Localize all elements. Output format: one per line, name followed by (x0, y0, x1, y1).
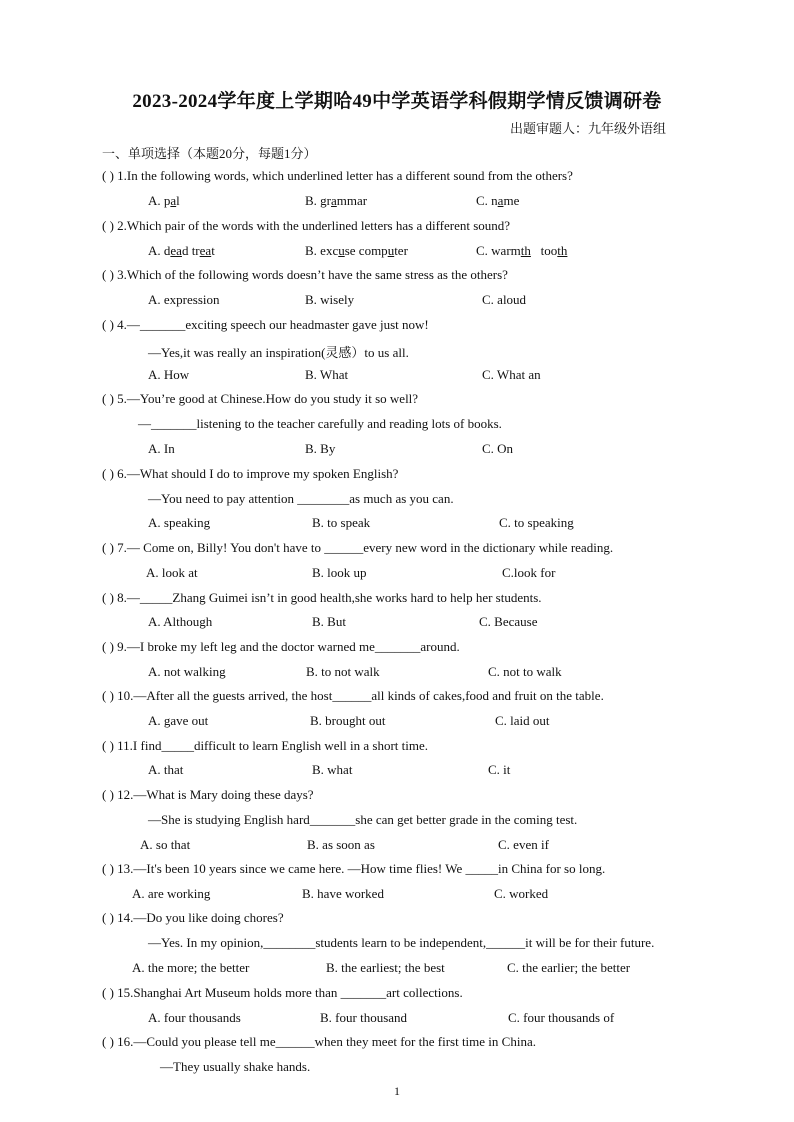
author-line: 出题审题人：九年级外语组 (509, 121, 666, 136)
q12-option-c: C. even if (498, 837, 549, 852)
section-heading: 一、单项选择（本题20分，每题1分） (102, 146, 317, 161)
q7-option-b: B. look up (312, 565, 367, 580)
q12-option-b: B. as soon as (307, 837, 375, 852)
q5-option-c: C. On (482, 441, 514, 456)
question-3-stem: ( ) 3.Which of the following words doesn’t have the same stress as the others? (102, 267, 508, 282)
q9-option-b: B. to not walk (306, 664, 380, 679)
q7-option-c: C.look for (502, 565, 556, 580)
question-6-stem-line2: —You need to pay attention ________as much as you can. (148, 491, 454, 506)
q9-option-a: A. not walking (148, 664, 226, 679)
q1-option-a: A. pal (148, 193, 180, 208)
q15-option-b: B. four thousand (320, 1010, 408, 1025)
q8-option-b: B. But (312, 614, 346, 629)
question-15-stem: ( ) 15.Shanghai Art Museum holds more than _______art collections. (102, 985, 463, 1000)
q15-option-c: C. four thousands of (508, 1010, 615, 1025)
q14-option-b: B. the earliest; the best (326, 960, 445, 975)
question-2-stem: ( ) 2.Which pair of the words with the underlined letters has a different sound? (102, 218, 511, 233)
q10-option-a: A. gave out (148, 713, 209, 728)
q13-option-c: C. worked (494, 886, 549, 901)
q14-option-a: A. the more; the better (132, 960, 250, 975)
q7-option-a: A. look at (146, 565, 198, 580)
q13-option-b: B. have worked (302, 886, 384, 901)
question-14-stem: ( ) 14.—Do you like doing chores? (102, 910, 284, 925)
question-5-stem: ( ) 5.—You’re good at Chinese.How do you study it so well? (102, 391, 419, 406)
question-4-stem-line2: —Yes,it was really an inspiration(灵感）to us all. (148, 345, 409, 360)
q6-option-a: A. speaking (148, 515, 211, 530)
question-10-stem: ( ) 10.—After all the guests arrived, the host______all kinds of cakes,food and fruit on the table. (102, 688, 604, 703)
question-8-stem: ( ) 8.—_____Zhang Guimei isn’t in good health,she works hard to help her students. (102, 590, 542, 605)
page-number: 1 (394, 1084, 400, 1098)
q2-option-a: A. dead treat (148, 243, 215, 258)
q14-option-c: C. the earlier; the better (507, 960, 631, 975)
q11-option-b: B. what (312, 762, 353, 777)
q10-option-b: B. brought out (310, 713, 386, 728)
q6-option-b: B. to speak (312, 515, 371, 530)
q4-option-c: C. What an (482, 367, 541, 382)
q1-option-c: C. name (476, 193, 520, 208)
q5-option-b: B. By (305, 441, 336, 456)
q3-option-b: B. wisely (305, 292, 355, 307)
question-13-stem: ( ) 13.—It's been 10 years since we came here. —How time flies! We _____in China for so long. (102, 861, 606, 876)
q1-option-b: B. grammar (305, 193, 368, 208)
q8-option-c: C. Because (479, 614, 538, 629)
q11-option-a: A. that (148, 762, 184, 777)
question-12-stem-line2: —She is studying English hard_______she can get better grade in the coming test. (148, 812, 578, 827)
question-14-stem-line2: —Yes. In my opinion,________students learn to be independent,______it will be for their future. (148, 935, 655, 950)
page-title: 2023-2024学年度上学期哈49中学英语学科假期学情反馈调研卷 (132, 91, 662, 112)
q3-option-a: A. expression (148, 292, 220, 307)
q11-option-c: C. it (488, 762, 511, 777)
q5-option-a: A. In (148, 441, 175, 456)
question-1-stem: ( ) 1.In the following words, which underlined letter has a different sound from the others? (102, 168, 573, 183)
question-4-stem: ( ) 4.—_______exciting speech our headmaster gave just now! (102, 317, 429, 332)
q2-option-c: C. warmth tooth (476, 243, 568, 258)
question-12-stem: ( ) 12.—What is Mary doing these days? (102, 787, 314, 802)
q15-option-a: A. four thousands (148, 1010, 241, 1025)
question-6-stem: ( ) 6.—What should I do to improve my spoken English? (102, 466, 399, 481)
q6-option-c: C. to speaking (499, 515, 574, 530)
q12-option-a: A. so that (140, 837, 191, 852)
q8-option-a: A. Although (148, 614, 213, 629)
q3-option-c: C. aloud (482, 292, 527, 307)
q2-option-b: B. excuse computer (305, 243, 408, 258)
question-9-stem: ( ) 9.—I broke my left leg and the doctor warned me_______around. (102, 639, 460, 654)
q4-option-b: B. What (305, 367, 349, 382)
q10-option-c: C. laid out (495, 713, 550, 728)
q13-option-a: A. are working (132, 886, 211, 901)
q4-option-a: A. How (148, 367, 190, 382)
question-11-stem: ( ) 11.I find_____difficult to learn English well in a short time. (102, 738, 429, 753)
question-5-stem-line2: —_______listening to the teacher carefully and reading lots of books. (138, 416, 502, 431)
q9-option-c: C. not to walk (488, 664, 562, 679)
question-7-stem: ( ) 7.— Come on, Billy! You don't have to ______every new word in the dictionary while reading. (102, 540, 614, 555)
question-16-stem: ( ) 16.—Could you please tell me______when they meet for the first time in China. (102, 1034, 536, 1049)
question-16-stem-line2: —They usually shake hands. (160, 1059, 311, 1074)
